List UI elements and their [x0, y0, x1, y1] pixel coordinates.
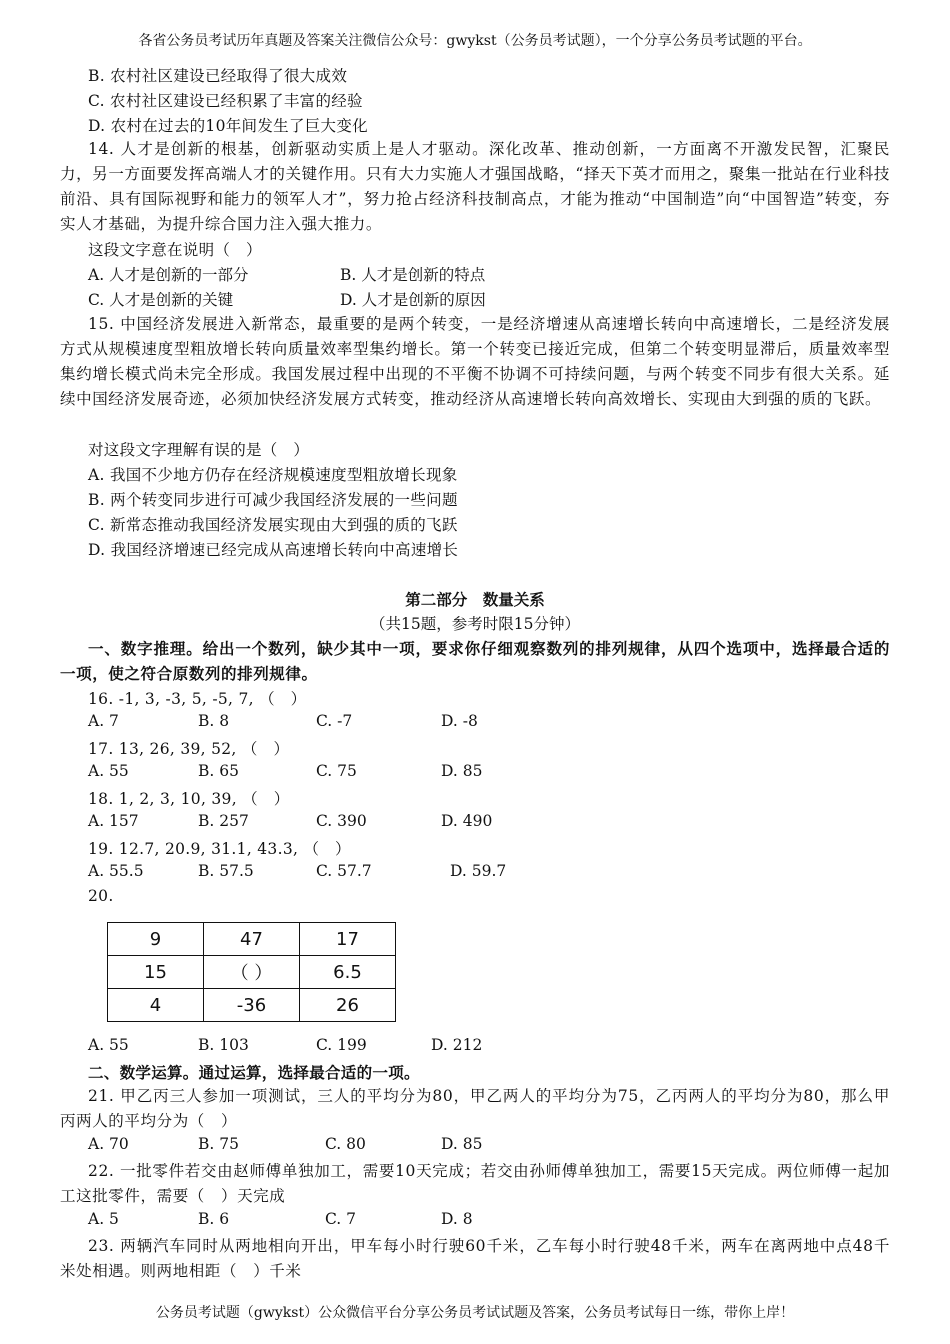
q22-option-d: D. 8: [441, 1210, 473, 1228]
q14-option-a: A. 人才是创新的一部分: [88, 266, 249, 284]
q18-option-d: D. 490: [441, 812, 493, 830]
q15-option-d: D. 我国经济增速已经完成从高速增长转向中高速增长: [88, 541, 459, 559]
page-footer: 公务员考试题（gwykst）公众微信平台分享公务员考试试题及答案，公务员考试每日一练，带你上岸！: [155, 1305, 795, 1321]
q13-option-d: D. 农村在过去的10年间发生了巨大变化: [88, 117, 368, 135]
grid-cell: 15: [108, 956, 204, 989]
q18-option-c: C. 390: [316, 812, 367, 830]
q21-option-a: A. 70: [88, 1135, 129, 1153]
q17-option-d: D. 85: [441, 762, 483, 780]
grid-cell: 6.5: [300, 956, 396, 989]
q15-option-c: C. 新常态推动我国经济发展实现由大到强的质的飞跃: [88, 516, 458, 534]
section2-instructions: 二、数学运算。通过运算，选择最合适的一项。: [88, 1063, 420, 1082]
grid-row: [108, 956, 396, 989]
grid-cell: 4: [108, 989, 204, 1022]
q20-option-b: B. 103: [198, 1036, 249, 1054]
grid-row: [108, 989, 396, 1022]
q15-passage: 15. 中国经济发展进入新常态，最重要的是两个转变，一是经济增速从高速增长转向中高速增长，二是经济发展方式从规模速度型粗放增长转向质量效率型集约增长。第一个转变已接近完成，但第二个转变明显滞后，质量效率型集约增长模式尚未完全形成。我国发展过程中出现的不平衡不协调不可持续问题，与两个转变不同步有很大关系。延续中国经济发展奇迹，必须加快经济发展方式转变，推动经济从高速增长转向高效增长、实现由大到强的质的飞跃。: [60, 315, 890, 408]
q16-option-b: B. 8: [198, 712, 230, 730]
q21-stem: 21. 甲乙丙三人参加一项测试，三人的平均分为80，甲乙两人的平均分为75，乙丙两人的平均分为80，那么甲丙两人的平均分为（ ）: [60, 1087, 890, 1130]
grid-cell: 17: [300, 923, 396, 956]
grid-cell: 47: [204, 923, 300, 956]
grid-cell: 9: [108, 923, 204, 956]
q15-option-b: B. 两个转变同步进行可减少我国经济发展的一些问题: [88, 491, 458, 509]
page-header: 各省公务员考试历年真题及答案关注微信公众号：gwykst（公务员考试题），一个分享公务员考试题的平台。: [138, 33, 812, 49]
grid-row: [108, 923, 396, 956]
q16-option-a: A. 7: [88, 712, 119, 730]
section1-instructions: 一、数字推理。给出一个数列，缺少其中一项，要求你仔细观察数列的排列规律，从四个选项中，选择最合适的一项，使之符合原数列的排列规律。: [60, 639, 890, 683]
part2-subtitle: （共15题，参考时限15分钟）: [370, 615, 580, 633]
q14-option-d: D. 人才是创新的原因: [340, 291, 486, 309]
q21-option-c: C. 80: [325, 1135, 366, 1153]
q17-option-c: C. 75: [316, 762, 357, 780]
grid-cell: -36: [204, 989, 300, 1022]
q19-option-b: B. 57.5: [198, 862, 254, 880]
q14-question: 这段文字意在说明（ ）: [88, 241, 262, 259]
q19-stem: 19. 12.7, 20.9, 31.1, 43.3, （ ）: [88, 840, 351, 858]
q19-option-d: D. 59.7: [450, 862, 507, 880]
q17-option-b: B. 65: [198, 762, 239, 780]
q23-stem: 23. 两辆汽车同时从两地相向开出，甲车每小时行驶60千米，乙车每小时行驶48千米，两车在离两地中点48千米处相遇。则两地相距（ ）千米: [60, 1237, 890, 1280]
q14-option-c: C. 人才是创新的关键: [88, 291, 234, 309]
q15-question: 对这段文字理解有误的是（ ）: [88, 441, 310, 459]
q14-option-b: B. 人才是创新的特点: [340, 266, 486, 284]
q20-option-a: A. 55: [88, 1036, 129, 1054]
q15-option-a: A. 我国不少地方仍存在经济规模速度型粗放增长现象: [88, 466, 458, 484]
q22-option-c: C. 7: [325, 1210, 357, 1228]
q22-option-a: A. 5: [88, 1210, 119, 1228]
grid-cell: 26: [300, 989, 396, 1022]
q22-option-b: B. 6: [198, 1210, 230, 1228]
q16-stem: 16. -1, 3, -3, 5, -5, 7, （ ）: [88, 690, 307, 708]
q21-option-d: D. 85: [441, 1135, 483, 1153]
q18-option-a: A. 157: [88, 812, 139, 830]
q16-option-c: C. -7: [316, 712, 353, 730]
q18-stem: 18. 1, 2, 3, 10, 39, （ ）: [88, 790, 290, 808]
q17-option-a: A. 55: [88, 762, 129, 780]
q18-option-b: B. 257: [198, 812, 249, 830]
q22-stem: 22. 一批零件若交由赵师傅单独加工，需要10天完成；若交由孙师傅单独加工，需要15天完成。两位师傅一起加工这批零件，需要（ ）天完成: [60, 1162, 890, 1205]
grid-cell: （ ）: [204, 956, 300, 989]
q20-number-grid: [107, 922, 396, 1022]
q20-stem: 20.: [88, 887, 114, 905]
q19-option-c: C. 57.7: [316, 862, 372, 880]
q13-option-c: C. 农村社区建设已经积累了丰富的经验: [88, 92, 363, 110]
q20-option-c: C. 199: [316, 1036, 367, 1054]
q17-stem: 17. 13, 26, 39, 52, （ ）: [88, 740, 290, 758]
q13-option-b: B. 农村社区建设已经取得了很大成效: [88, 67, 348, 85]
q16-option-d: D. -8: [441, 712, 478, 730]
q14-passage: 14. 人才是创新的根基，创新驱动实质上是人才驱动。深化改革、推动创新，一方面离不开激发民智，汇聚民力，另一方面要发挥高端人才的关键作用。只有大力实施人才强国战略，“择天下英才而用之，聚集一批站在行业科技前沿、具有国际视野和能力的领军人才”，努力抢占经济科技制高点，才能为推动“中国制造”向“中国智造”转变，夯实人才基础，为提升综合国力注入强大推力。: [60, 140, 890, 233]
q21-option-b: B. 75: [198, 1135, 239, 1153]
q20-option-d: D. 212: [431, 1036, 483, 1054]
part2-title: 第二部分 数量关系: [405, 590, 545, 609]
q19-option-a: A. 55.5: [88, 862, 144, 880]
